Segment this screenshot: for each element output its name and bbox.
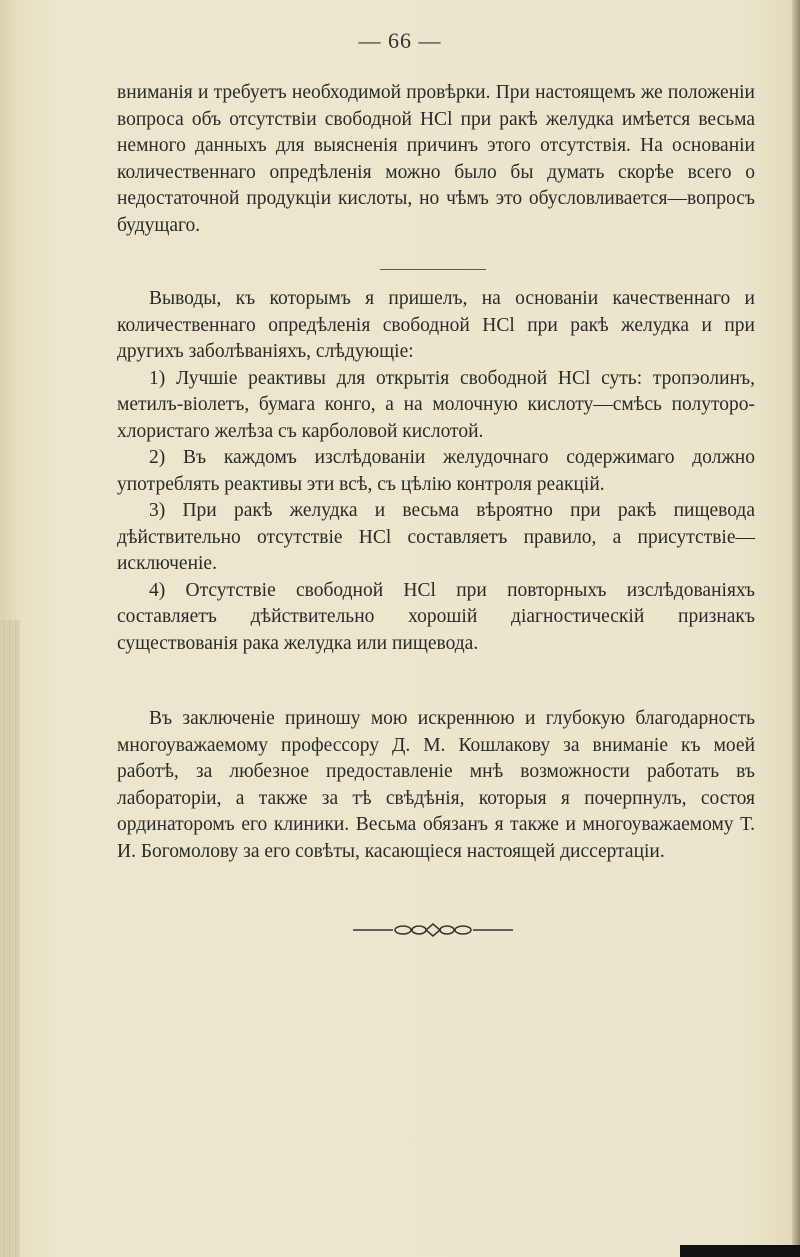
paragraph: вниманія и требуетъ необходимой провѣрки. При настоящемъ же положеніи вопроса объ отсутствіи свободной HCl при ракѣ желудка имѣется весьма немного данныхъ для выясненія причинъ этого отсутствія. На основаніи количественнаго опредѣленія можно было бы думать скорѣе всего о недостаточной продукціи кислоты, но чѣмъ это обусловливается—вопросъ будущаго. — [117, 82, 755, 236]
conclusion-item-1: 1) Лучшіе реактивы для открытія свободной HCl суть: тропэолинъ, метилъ-віолетъ, бумага конго, а на молочную кислоту—смѣсь полуторо-хлористаго желѣза съ карболовой кислотой. — [117, 367, 755, 442]
conclusions-intro: Выводы, къ которымъ я пришелъ, на основаніи качественнаго и количественнаго опредѣленія свободной HCl при ракѣ желудка и при другихъ заболѣваніяхъ, слѣдующіе: — [117, 288, 755, 362]
acknowledgement-block — [117, 706, 755, 865]
page-edge-right — [792, 0, 800, 1257]
end-ornament — [353, 922, 513, 938]
conclusions-block — [117, 286, 755, 657]
conclusion-item-2: 2) Въ каждомъ изслѣдованіи желудочнаго содержимаго должно употреблять реактивы эти всѣ, съ цѣлію контроля реакцій. — [117, 447, 755, 495]
page-edge-bottom — [680, 1245, 800, 1257]
page-number: — 66 — — [358, 28, 442, 53]
top-paragraph-block — [117, 80, 755, 239]
conclusion-item-4: 4) Отсутствіе свободной HCl при повторныхъ изслѣдованіяхъ составляетъ дѣйствительно хорошій діагностическій признакъ существованія рака желудка или пищевода. — [117, 579, 755, 654]
section-divider — [380, 269, 486, 270]
page-binding-shadow — [0, 620, 20, 1257]
acknowledgement-paragraph: Въ заключеніе приношу мою искреннюю и глубокую благодарность многоуважаемому профессору Д. М. Кошлакову за вниманіе къ моей работѣ, за любезное предоставленіе мнѣ возможности работать въ лабораторіи, а также за тѣ свѣдѣнія, которыя я почерпнулъ, состоя ординаторомъ его клиники. Весьма обязанъ я также и многоуважаемому Т. И. Богомолову за его совѣты, касающіеся настоящей диссертаціи. — [117, 708, 755, 862]
conclusion-item-3: 3) При ракѣ желудка и весьма вѣроятно при ракѣ пищевода дѣйствительно отсутствіе HCl составляетъ правило, а присутствіе—исключеніе. — [117, 500, 755, 574]
